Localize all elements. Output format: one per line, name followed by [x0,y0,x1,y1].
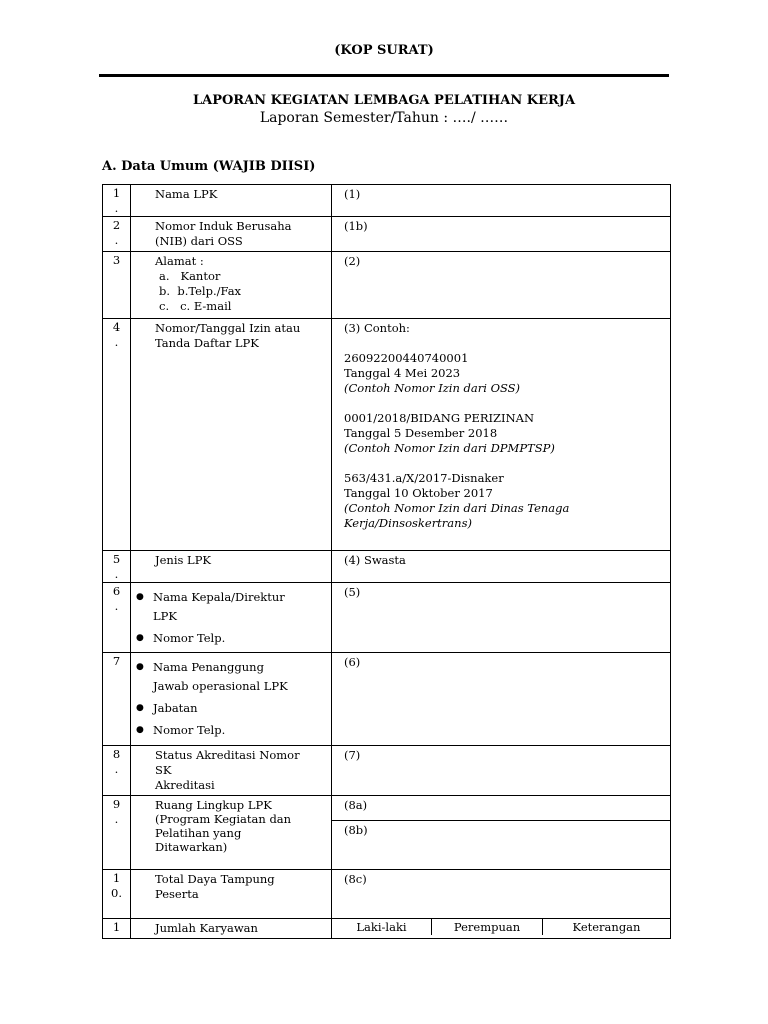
table-row [103,870,671,919]
row-label [131,583,332,653]
bullet-item: ● Nama Kepala/Direktur LPK [135,588,327,626]
bullet-item: ● Nama Penanggung Jawab operasional LPK [135,658,327,696]
row-label: Jenis LPK [131,551,332,583]
row-value [332,919,671,939]
row-number: 1 . [103,185,131,217]
bullet-item: ● Nomor Telp. [135,629,327,648]
row-label: Ruang Lingkup LPK (Program Kegiatan dan Pelatihan yang Ditawarkan) [131,796,332,870]
license-example-note: (Contoh Nomor Izin dari OSS) [344,381,521,395]
license-example-number: 0001/2018/BIDANG PERIZINAN [344,411,535,425]
table-row [103,746,671,796]
license-example-number: 563/431.a/X/2017-Disnaker [344,471,504,485]
row-label [131,653,332,746]
row-label: Nomor Induk Berusaha (NIB) dari OSS [131,217,332,252]
kop-surat: (KOP SURAT) [334,43,434,58]
column-female: Perempuan [431,919,542,935]
document-title: LAPORAN KEGIATAN LEMBAGA PELATIHAN KERJA [192,93,576,108]
row-number: 3 [103,252,131,319]
row-value-8b: (8b) [344,823,368,837]
row-value: (2) [332,252,671,319]
table-row [103,185,671,217]
row-number: 2 . [103,217,131,252]
row-value: (7) [332,746,671,796]
row-label: Jumlah Karyawan [131,919,332,939]
row-value: (1b) [332,217,671,252]
license-intro: (3) Contoh: [344,321,410,335]
license-example-date: Tanggal 4 Mei 2023 [344,366,461,380]
row-value [332,796,671,870]
license-example-date: Tanggal 5 Desember 2018 [344,426,498,440]
table-row [103,217,671,252]
license-example-note: (Contoh Nomor Izin dari Dinas Tenaga Kerja/Dinsoskertrans) [344,501,570,530]
table-row [103,252,671,319]
section-heading: A. Data Umum (WAJIB DIISI) [102,159,316,174]
data-umum-table [102,184,671,939]
header-divider [99,74,669,77]
row-value: (8c) [332,870,671,919]
address-label: Alamat : [155,254,204,268]
row-label: Total Daya Tampung Peserta [131,870,332,919]
row-label: Status Akreditasi Nomor SK Akreditasi [131,746,332,796]
table-row [103,796,671,870]
address-sub-office: a. Kantor [159,269,221,283]
license-example-number: 26092200440740001 [344,351,469,365]
table-row [103,551,671,583]
column-notes: Keterangan [542,919,670,935]
row-label: Nomor/Tanggal Izin atau Tanda Daftar LPK [131,319,332,551]
row-value: (6) [332,653,671,746]
bullet-item: ● Nomor Telp. [135,721,327,740]
license-example-note: (Contoh Nomor Izin dari DPMPTSP) [344,441,555,455]
column-male: Laki-laki [356,920,407,934]
row-number: 6 . [103,583,131,653]
row-number: 9 . [103,796,131,870]
row-value: (4) Swasta [332,551,671,583]
table-row [103,653,671,746]
table-row [103,583,671,653]
row-number: 5 . [103,551,131,583]
table-row [103,919,671,939]
row-value: (1) [332,185,671,217]
row-number: 8 . [103,746,131,796]
row-label: Nama LPK [131,185,332,217]
row-number: 1 [103,919,131,939]
license-example-date: Tanggal 10 Oktober 2017 [344,486,493,500]
address-sub-email: c. c. E-mail [159,299,232,313]
document-subtitle: Laporan Semester/Tahun : …./ …… [259,110,509,126]
row-value-8a: (8a) [332,796,670,821]
address-sub-phone: b. b.Telp./Fax [159,284,242,298]
bullet-item: ● Jabatan [135,699,327,718]
row-number: 4 . [103,319,131,551]
row-number: 7 [103,653,131,746]
row-value [332,319,671,551]
row-number: 1 0. [103,870,131,919]
row-label [131,252,332,319]
table-row [103,319,671,551]
row-value: (5) [332,583,671,653]
